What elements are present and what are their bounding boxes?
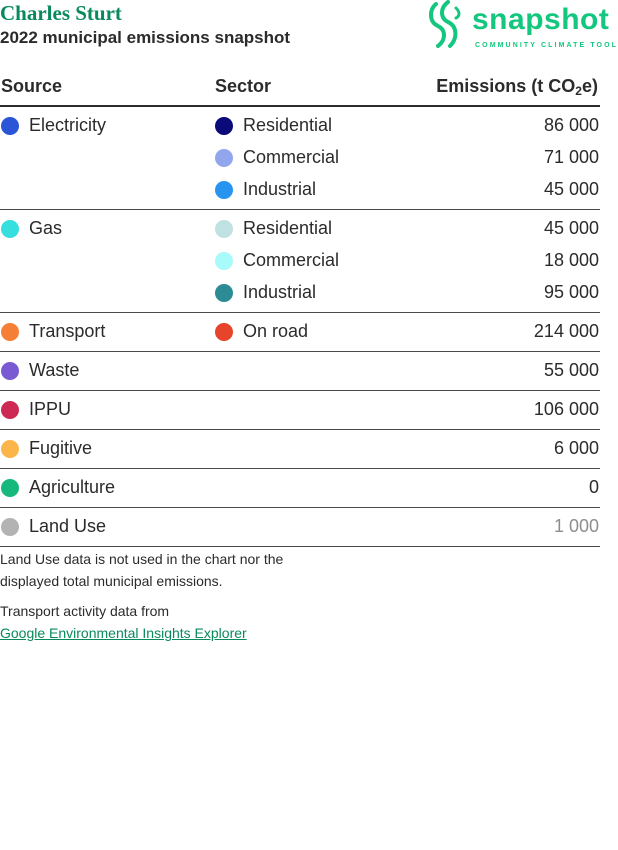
sector-color-dot [215,149,233,167]
source-group [0,313,600,352]
emissions-value: 1 000 [553,516,599,536]
sector-label: Commercial [243,250,340,270]
source-label: Fugitive [29,438,93,458]
source-label: Waste [29,360,80,380]
source-color-dot [1,117,19,135]
table-row [0,110,600,142]
sector-label: Residential [243,218,333,238]
table-row [0,355,600,387]
source-label: Electricity [29,115,107,135]
sector-label: Residential [243,115,333,135]
source-label: Gas [29,218,63,238]
sector-label: Commercial [243,147,340,167]
sector-color-dot [215,181,233,199]
sector-color-dot [215,220,233,238]
emissions-table [0,72,600,547]
source-group [0,391,600,430]
table-row [0,142,600,174]
source-label: Agriculture [29,477,116,497]
source-group [0,508,600,547]
snapshot-logo[interactable] [428,0,618,54]
header-sector: Sector [215,76,272,96]
source-color-dot [1,440,19,458]
table-header [0,72,600,107]
emissions-value: 95 000 [543,282,599,302]
table-body [0,107,600,547]
header-emissions [436,76,598,98]
sector-color-dot [215,252,233,270]
source-label: IPPU [29,399,72,419]
table-row [0,316,600,348]
gee-link[interactable]: Google Environmental Insights Explorer [0,625,247,641]
logo-wordmark: snapshot [472,3,610,36]
sector-label: Industrial [243,179,317,199]
source-color-dot [1,518,19,536]
emissions-value: 45 000 [543,218,599,238]
source-color-dot [1,401,19,419]
sector-color-dot [215,117,233,135]
source-label: Land Use [29,516,107,536]
page-header [0,0,618,60]
emissions-value: 18 000 [543,250,599,270]
source-group [0,430,600,469]
source-label: Transport [29,321,106,341]
emissions-value: 45 000 [543,179,599,199]
emissions-value: 71 000 [543,147,599,167]
sector-label: Industrial [243,282,317,302]
table-row [0,245,600,277]
transport-note [0,600,340,644]
table-row [0,511,600,543]
logo-tagline: COMMUNITY CLIMATE TOOL [475,42,618,49]
sector-color-dot [215,284,233,302]
emissions-value: 86 000 [543,115,599,135]
source-group [0,352,600,391]
table-row [0,472,600,504]
source-group [0,210,600,313]
transport-note-text: Transport activity data from [0,603,170,619]
table-row [0,433,600,465]
header-emissions-prefix: Emissions (t CO [436,76,576,96]
emissions-value: 0 [588,477,599,497]
header-source: Source [1,76,63,96]
emissions-value: 6 000 [553,438,599,458]
source-color-dot [1,479,19,497]
header-emissions-sub: 2 [575,84,582,98]
source-color-dot [1,362,19,380]
emissions-value: 214 000 [533,321,599,341]
sector-label: On road [243,321,309,341]
page-subtitle: 2022 municipal emissions snapshot [0,28,291,47]
table-row [0,277,600,309]
emissions-value: 106 000 [533,399,599,419]
source-color-dot [1,323,19,341]
snapshot-logo-icon [428,0,462,50]
table-row [0,213,600,245]
header-emissions-suffix: e) [581,76,598,96]
sector-color-dot [215,323,233,341]
land-use-note: Land Use data is not used in the chart nor the displayed total municipal emissions. [0,551,284,589]
table-row [0,394,600,426]
source-color-dot [1,220,19,238]
source-group [0,107,600,210]
source-group [0,469,600,508]
footnotes [0,548,340,652]
table-row [0,174,600,206]
council-name: Charles Sturt [0,1,122,25]
emissions-value: 55 000 [543,360,599,380]
